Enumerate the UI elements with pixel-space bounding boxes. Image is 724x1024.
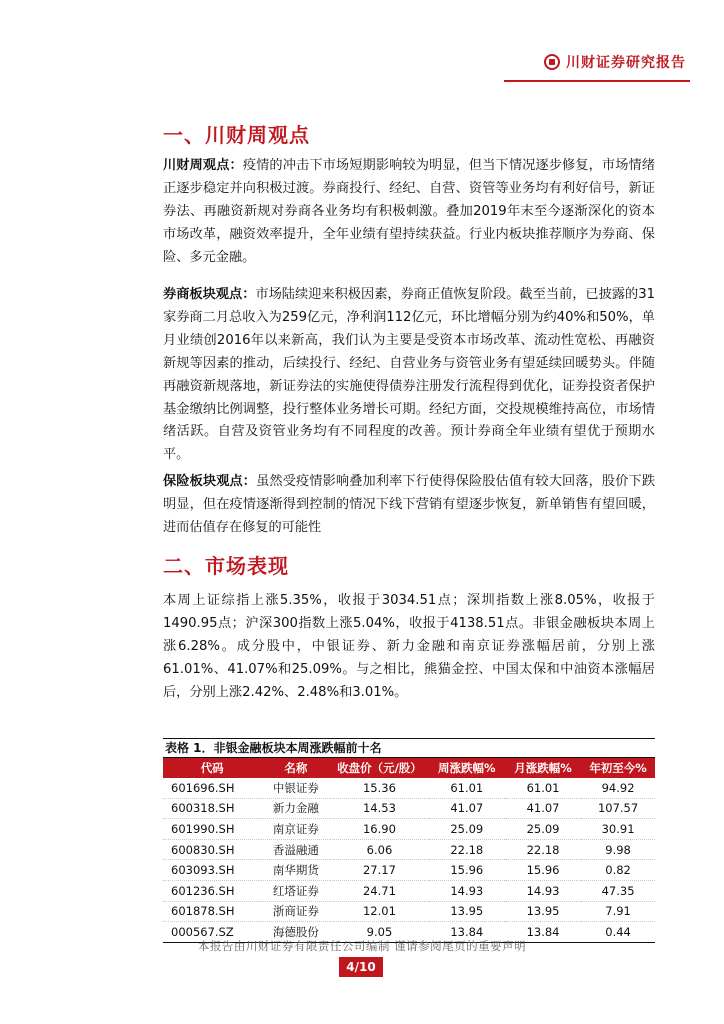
paragraph-insurance-view bbox=[163, 471, 655, 540]
cell-ytd: 94.92 bbox=[581, 778, 655, 798]
col-week: 周涨跌幅% bbox=[429, 758, 505, 778]
cell-name: 香溢融通 bbox=[261, 839, 330, 860]
section-heading-weekly-view: 一、川财周观点 bbox=[163, 123, 310, 147]
footer-disclaimer: 本报告由川财证券有限责任公司编制 谨请参阅尾页的重要声明 bbox=[197, 939, 527, 953]
cell-month: 41.07 bbox=[505, 798, 581, 819]
col-ytd: 年初至今% bbox=[581, 758, 655, 778]
cell-month: 22.18 bbox=[505, 839, 581, 860]
brand bbox=[544, 52, 686, 72]
cell-week: 13.84 bbox=[429, 922, 505, 943]
cell-code: 601878.SH bbox=[163, 901, 261, 922]
table-row bbox=[163, 901, 655, 922]
table-row bbox=[163, 880, 655, 901]
cell-name: 红塔证券 bbox=[261, 880, 330, 901]
cell-name: 海德股份 bbox=[261, 922, 330, 943]
cell-week: 15.96 bbox=[429, 860, 505, 881]
cell-code: 603093.SH bbox=[163, 860, 261, 881]
cell-week: 25.09 bbox=[429, 819, 505, 840]
cell-month: 25.09 bbox=[505, 819, 581, 840]
col-close: 收盘价（元/股） bbox=[330, 758, 428, 778]
cell-close: 27.17 bbox=[330, 860, 428, 881]
cell-month: 15.96 bbox=[505, 860, 581, 881]
circle-logo-icon bbox=[544, 54, 560, 70]
cell-ytd: 107.57 bbox=[581, 798, 655, 819]
table-row bbox=[163, 778, 655, 798]
section-heading-market: 二、市场表现 bbox=[163, 554, 289, 578]
text-weekly-view: 疫情的冲击下市场短期影响较为明显，但当下情况逐步修复，市场情绪正逐步稳定并向积极过渡。券商投行、经纪、自营、资管等业务均有利好信号，新证券法、再融资新规对券商各业务均有积极刺激。叠加2019年末至今逐渐深化的资本市场改革，融资效率提升，全年业绩有望持续获益。行业内板块推荐顺序为券商、保险、多元金融。 bbox=[163, 158, 656, 265]
label-insurance-view: 保险板块观点： bbox=[163, 474, 257, 489]
cell-code: 600830.SH bbox=[163, 839, 261, 860]
cell-week: 61.01 bbox=[429, 778, 505, 798]
header-divider bbox=[504, 80, 690, 82]
cell-name: 新力金融 bbox=[261, 798, 330, 819]
col-name: 名称 bbox=[261, 758, 330, 778]
cell-code: 600318.SH bbox=[163, 798, 261, 819]
cell-name: 浙商证券 bbox=[261, 901, 330, 922]
cell-close: 9.05 bbox=[330, 922, 428, 943]
cell-name: 南京证券 bbox=[261, 819, 330, 840]
label-brokerage-view: 券商板块观点： bbox=[163, 287, 256, 302]
cell-close: 6.06 bbox=[330, 839, 428, 860]
cell-close: 16.90 bbox=[330, 819, 428, 840]
label-weekly-view: 川财周观点： bbox=[163, 158, 243, 173]
cell-close: 15.36 bbox=[330, 778, 428, 798]
cell-ytd: 47.35 bbox=[581, 880, 655, 901]
col-month: 月涨跌幅% bbox=[505, 758, 581, 778]
cell-week: 14.93 bbox=[429, 880, 505, 901]
cell-code: 601236.SH bbox=[163, 880, 261, 901]
cell-ytd: 30.91 bbox=[581, 819, 655, 840]
cell-month: 13.95 bbox=[505, 901, 581, 922]
cell-week: 22.18 bbox=[429, 839, 505, 860]
col-code: 代码 bbox=[163, 758, 261, 778]
cell-close: 14.53 bbox=[330, 798, 428, 819]
paragraph-brokerage-view bbox=[163, 284, 655, 467]
cell-close: 24.71 bbox=[330, 880, 428, 901]
cell-ytd: 0.44 bbox=[581, 922, 655, 943]
paragraph-market: 本周上证综指上涨5.35%，收报于3034.51点；深圳指数上涨8.05%，收报于1490.95点；沪深300指数上涨5.04%，收报于4138.51点。非银金融板块本周上涨6.28%。成分股中，中银证券、新力金融和南京证券涨幅居前，分别上涨61.01%、41.07%和25.09%。与之相比，熊猫金控、中国太保和中油资本涨幅居后，分别上涨2.42%、2.48%和3.01%。 bbox=[163, 593, 655, 700]
table-title: 表格 1．非银金融板块本周涨跌幅前十名 bbox=[163, 738, 655, 758]
top-ten-table bbox=[163, 738, 655, 943]
table-row bbox=[163, 839, 655, 860]
cell-name: 南华期货 bbox=[261, 860, 330, 881]
data-table bbox=[163, 758, 655, 943]
cell-ytd: 9.98 bbox=[581, 839, 655, 860]
cell-week: 13.95 bbox=[429, 901, 505, 922]
cell-week: 41.07 bbox=[429, 798, 505, 819]
text-insurance-view: 虽然受疫情影响叠加利率下行使得保险股估值有较大回落，股价下跌明显，但在疫情逐渐得到控制的情况下线下营销有望逐步恢复，新单销售有望回暖，进而估值存在修复的可能性 bbox=[163, 474, 656, 535]
cell-month: 61.01 bbox=[505, 778, 581, 798]
cell-ytd: 7.91 bbox=[581, 901, 655, 922]
page-number: 4/10 bbox=[339, 957, 383, 977]
cell-code: 601696.SH bbox=[163, 778, 261, 798]
brand-name: 川财证券研究报告 bbox=[566, 55, 686, 71]
table-row bbox=[163, 860, 655, 881]
cell-ytd: 0.82 bbox=[581, 860, 655, 881]
cell-month: 13.84 bbox=[505, 922, 581, 943]
cell-code: 000567.SZ bbox=[163, 922, 261, 943]
table-header-row bbox=[163, 758, 655, 778]
cell-close: 12.01 bbox=[330, 901, 428, 922]
cell-month: 14.93 bbox=[505, 880, 581, 901]
text-brokerage-view: 市场陆续迎来积极因素，券商正值恢复阶段。截至当前，已披露的31家券商二月总收入为259亿元，净利润112亿元，环比增幅分别为约40%和50%，单月业绩创2016年以来新高，我们认为主要是受资本市场改革、流动性宽松、再融资新规等因素的推动，后续投行、经纪、自营业务与资管业务有望延续回暖势头。伴随再融资新规落地，新证券法的实施使得债券注册发行流程得到优化，证券投资者保护基金缴纳比例调整，投行整体业务增长可期。经纪方面，交投规模维持高位，市场情绪活跃。自营及资管业务均有不同程度的改善。预计券商全年业绩有望优于预期水平。 bbox=[163, 287, 655, 463]
table-row bbox=[163, 798, 655, 819]
table-row bbox=[163, 819, 655, 840]
cell-code: 601990.SH bbox=[163, 819, 261, 840]
cell-name: 中银证券 bbox=[261, 778, 330, 798]
paragraph-weekly-view bbox=[163, 155, 655, 270]
